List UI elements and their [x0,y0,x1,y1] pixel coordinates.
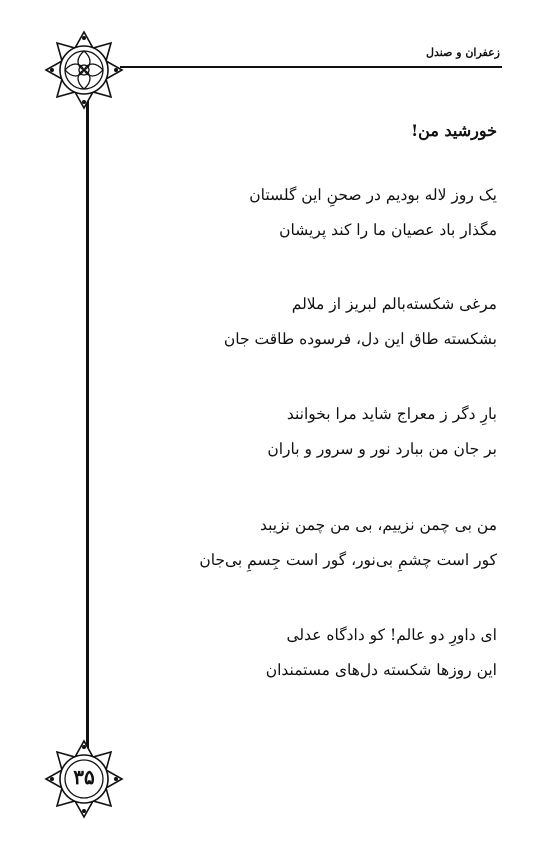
verse-line: یک روز لاله بودیم در صحنِ این گلستان [249,186,497,204]
verse-line: ای داورِ دو عالم! کو دادگاه عدلی [286,626,497,644]
verse-line: بشکسته طاق این دل، فرسوده طاقت جان [223,330,497,348]
verse-line: بر جان من ببارد نور و سرور و باران [267,440,497,458]
header-rule [120,66,502,68]
stanza [120,178,497,248]
verse-line: این روزها شکسته دل‌های مستمندان [265,661,497,679]
margin-vertical-rule [86,70,89,778]
verse-line: کور است چشمِ بی‌نور، گور است جِسمِ بی‌جان [199,551,497,569]
verse-line: مرغی شکسته‌بالم لبریز از ملالم [291,295,497,313]
verse-line: من بی چمن نزییم، بی من چمن نزیبد [259,516,497,534]
verse-line: مگذار باد عصیان ما را کند پریشان [279,221,497,239]
running-header-title: زعفران و صندل [425,46,500,59]
verse-line: بارِ دگر ز معراج شاید مرا بخوانند [286,405,497,423]
stanza [120,287,497,357]
stanza [120,508,497,578]
ornamental-rosette-icon [42,28,126,112]
poem-title: خورشید من! [411,121,497,140]
stanza [120,397,497,467]
page-number: ۳۵ [73,765,95,789]
stanza [120,618,497,688]
